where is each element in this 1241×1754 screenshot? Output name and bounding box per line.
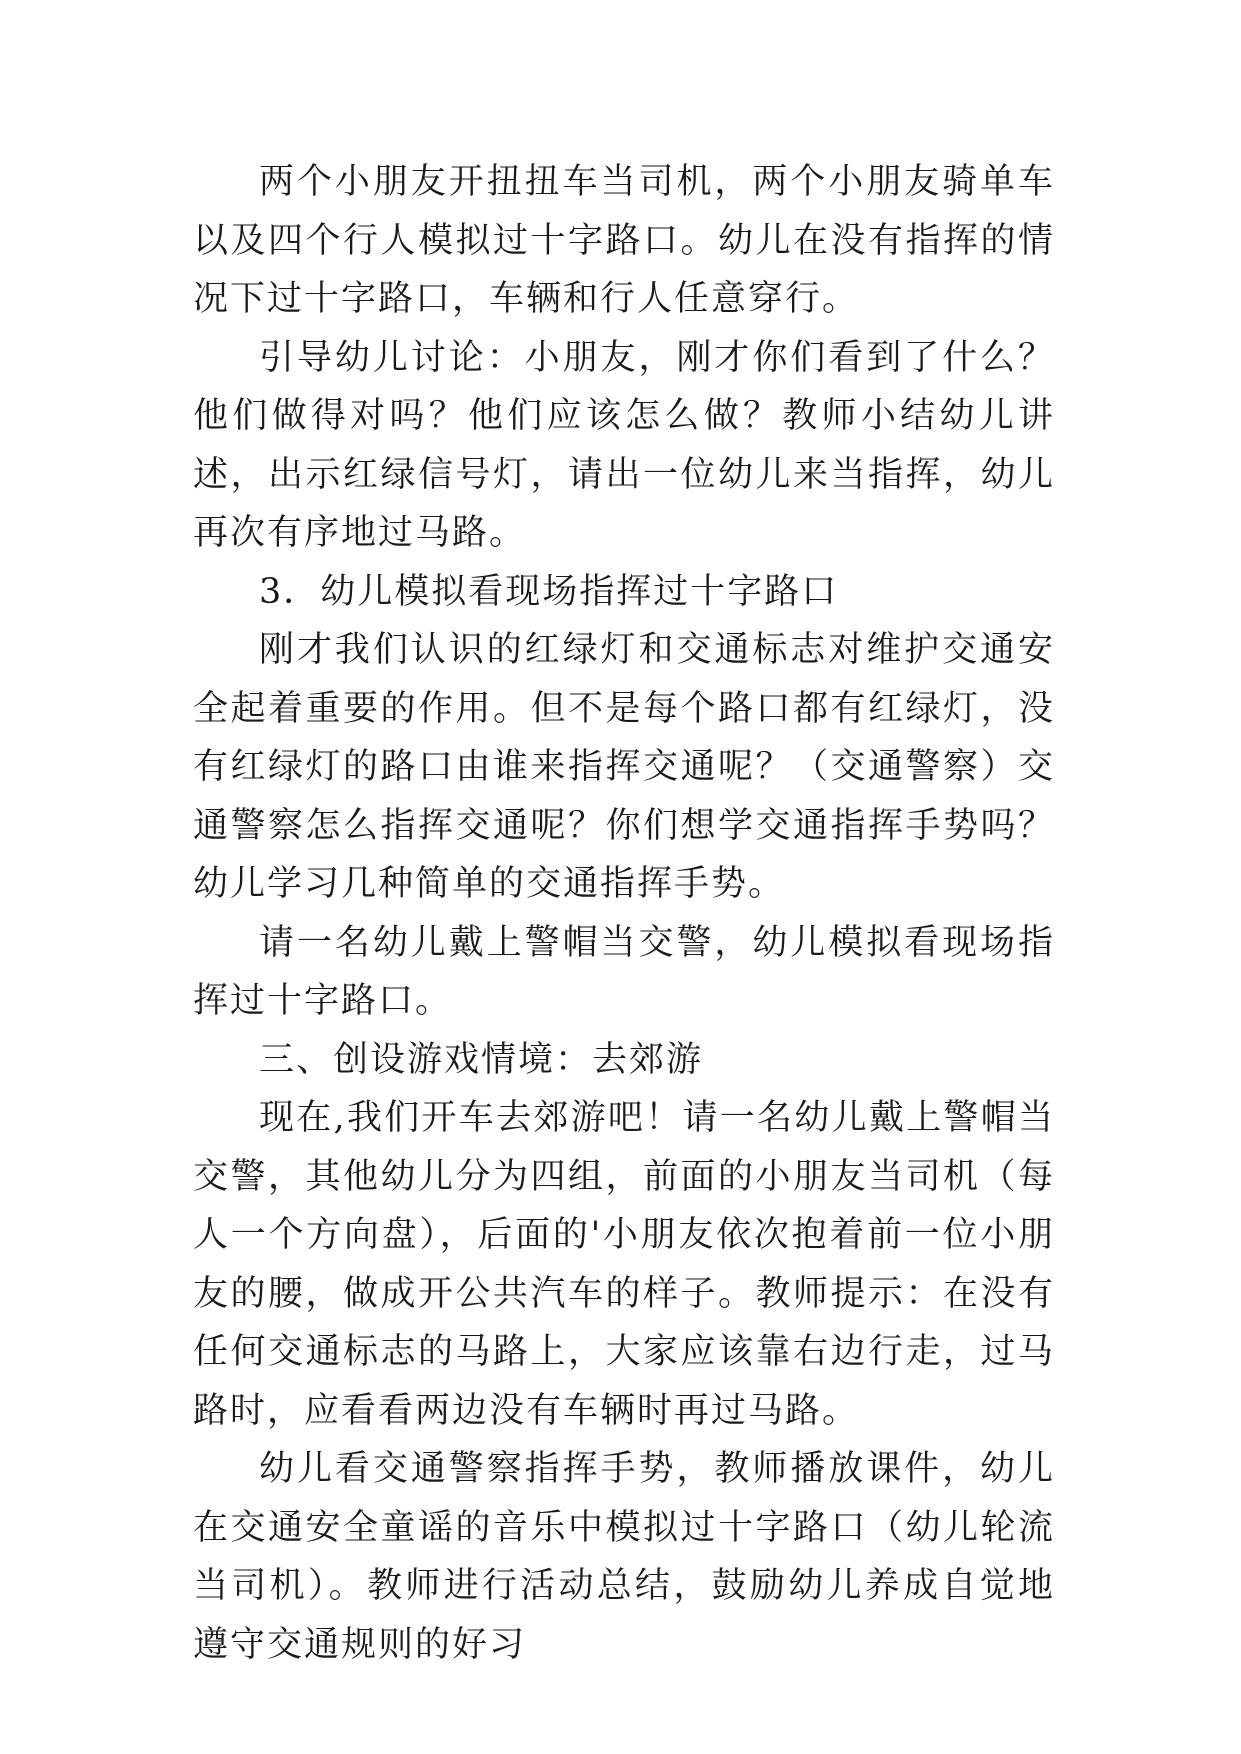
section-heading-three: 三、创设游戏情境：去郊游 — [259, 1039, 704, 1080]
paragraph-intro-scenario: 两个小朋友开扭扭车当司机，两个小朋友骑单车以及四个行人模拟过十字路口。幼儿在没有指挥的情况下过十字路口，车辆和行人任意穿行。 — [193, 162, 1055, 319]
paragraph-simulation: 请一名幼儿戴上警帽当交警，幼儿模拟看现场指挥过十字路口。 — [193, 922, 1055, 1021]
document-page — [193, 153, 1055, 1674]
paragraph-discussion: 引导幼儿讨论：小朋友，刚才你们看到了什么？他们做得对吗？他们应该怎么做？教师小结幼儿讲述，出示红绿信号灯，请出一位幼儿来当指挥，幼儿再次有序地过马路。 — [193, 337, 1055, 553]
paragraph-traffic-police: 刚才我们认识的红绿灯和交通标志对维护交通安全起着重要的作用。但不是每个路口都有红绿灯，没有红绿灯的路口由谁来指挥交通呢？（交通警察）交通警察怎么指挥交通呢？你们想学交通指挥手势吗？幼儿学习几种简单的交通指挥手势。 — [193, 630, 1055, 904]
paragraph-outing: 现在,我们开车去郊游吧！请一名幼儿戴上警帽当交警，其他幼儿分为四组，前面的小朋友当司机（每人一个方向盘），后面的'小朋友依次抱着前一位小朋友的腰，做成开公共汽车的样子。教师提示：在没有任何交通标志的马路上，大家应该靠右边行走，过马路时，应看看两边没有车辆时再过马路。 — [193, 1098, 1055, 1431]
section-heading-3: 3．幼儿模拟看现场指挥过十字路口 — [259, 571, 839, 612]
paragraph-summary: 幼儿看交通警察指挥手势，教师播放课件，幼儿在交通安全童谣的音乐中模拟过十字路口（幼儿轮流当司机）。教师进行活动总结，鼓励幼儿养成自觉地遵守交通规则的好习 — [193, 1449, 1055, 1665]
